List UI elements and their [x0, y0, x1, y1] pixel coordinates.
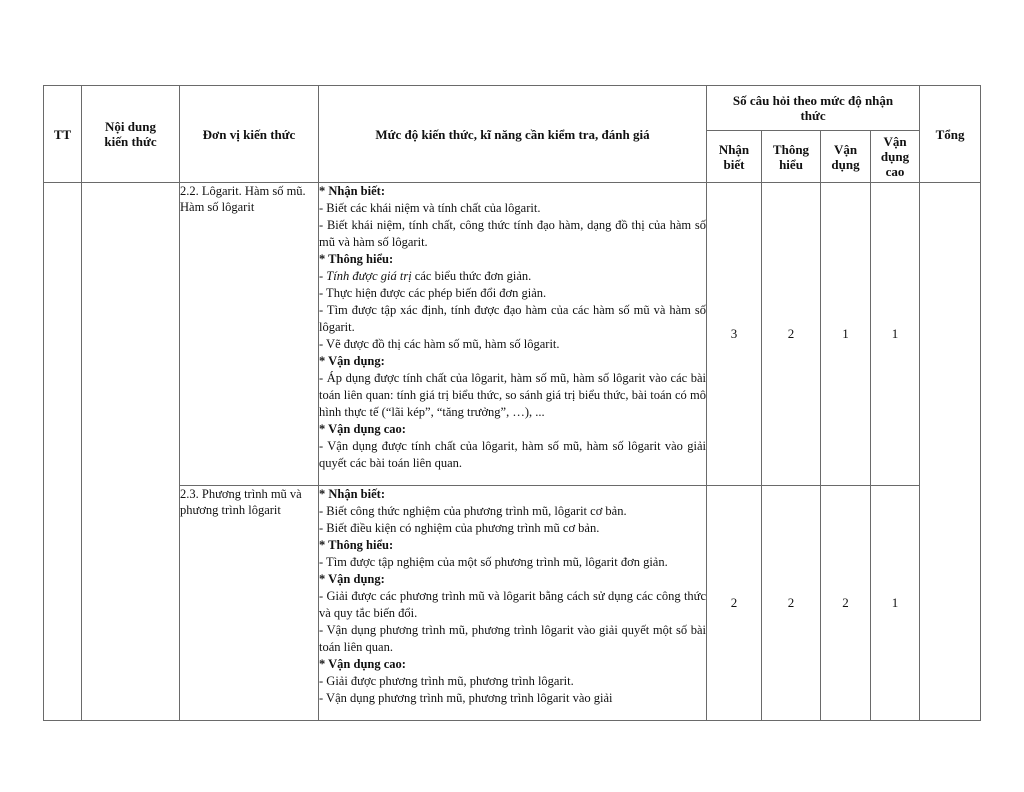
criterion-line: - Biết công thức nghiệm của phương trình mũ, lôgarit cơ bản. — [319, 504, 627, 518]
section-heading: * Thông hiểu: — [319, 252, 394, 266]
table-row — [44, 183, 981, 486]
header-van-dung-cao: Vận dụng cao — [871, 131, 920, 183]
criterion-line: - Vận dụng phương trình mũ, phương trình lôgarit vào giải — [319, 691, 613, 705]
level-description — [319, 486, 707, 721]
count-thong-hieu: 2 — [762, 183, 821, 486]
criterion-line: - Tính được giá trị các biểu thức đơn giản. — [319, 269, 532, 283]
knowledge-spec-table — [43, 85, 981, 721]
criterion-line: - Biết điều kiện có nghiệm của phương trình mũ cơ bản. — [319, 521, 600, 535]
count-nhan-biet: 3 — [707, 183, 762, 486]
criterion-line: - Giải được phương trình mũ, phương trình lôgarit. — [319, 674, 574, 688]
header-total: Tổng — [920, 86, 981, 183]
level-description — [319, 183, 707, 486]
total-cell — [920, 183, 981, 721]
table-row — [44, 486, 981, 721]
criterion-line: - Vận dụng được tính chất của lôgarit, hàm số mũ, hàm số lôgarit vào giải quyết các bài toán liên quan. — [319, 439, 706, 470]
count-nhan-biet: 2 — [707, 486, 762, 721]
section-heading: * Nhận biết: — [319, 184, 385, 198]
count-van-dung: 2 — [821, 486, 871, 721]
criterion-line: - Giải được các phương trình mũ và lôgarit bằng cách sử dụng các công thức và quy tắc biến đổi. — [319, 589, 706, 620]
content-cell — [82, 183, 180, 721]
header-question-count: Số câu hỏi theo mức độ nhận thức — [707, 86, 920, 131]
tt-cell — [44, 183, 82, 721]
header-thong-hieu: Thông hiểu — [762, 131, 821, 183]
section-heading: * Vận dụng cao: — [319, 422, 406, 436]
header-van-dung: Vận dụng — [821, 131, 871, 183]
section-heading: * Thông hiểu: — [319, 538, 394, 552]
count-van-dung: 1 — [821, 183, 871, 486]
count-van-dung-cao: 1 — [871, 486, 920, 721]
header-level: Mức độ kiến thức, kĩ năng cần kiểm tra, đánh giá — [319, 86, 707, 183]
count-van-dung-cao: 1 — [871, 183, 920, 486]
header-tt: TT — [44, 86, 82, 183]
criterion-line: - Vận dụng phương trình mũ, phương trình lôgarit vào giải quyết một số bài toán liên quan. — [319, 623, 706, 654]
criterion-line: - Tìm được tập xác định, tính được đạo hàm của các hàm số mũ và hàm số lôgarit. — [319, 303, 706, 334]
criterion-line: - Tìm được tập nghiệm của một số phương trình mũ, lôgarit đơn giản. — [319, 555, 668, 569]
unit-cell: 2.3. Phương trình mũ và phương trình lôgarit — [180, 486, 319, 721]
criterion-line: - Vẽ được đồ thị các hàm số mũ, hàm số lôgarit. — [319, 337, 560, 351]
criterion-line: - Thực hiện được các phép biến đổi đơn giản. — [319, 286, 547, 300]
criterion-line: - Áp dụng được tính chất của lôgarit, hàm số mũ, hàm số lôgarit vào các bài toán liên quan: tính giá trị biểu thức, so sánh giá trị biểu thức, bài toán có mô hình thực tế (“lãi kép”, “tăng trưởng”, …), ... — [319, 371, 706, 419]
unit-cell: 2.2. Lôgarit. Hàm số mũ. Hàm số lôgarit — [180, 183, 319, 486]
section-heading: * Nhận biết: — [319, 487, 385, 501]
italic-text: Tính được giá trị — [326, 269, 412, 283]
section-heading: * Vận dụng: — [319, 354, 385, 368]
count-thong-hieu: 2 — [762, 486, 821, 721]
section-heading: * Vận dụng cao: — [319, 657, 406, 671]
header-content: Nội dung kiến thức — [82, 86, 180, 183]
criterion-line: - Biết các khái niệm và tính chất của lôgarit. — [319, 201, 541, 215]
criterion-text: các biểu thức đơn giản. — [411, 269, 532, 283]
section-heading: * Vận dụng: — [319, 572, 385, 586]
header-unit: Đơn vị kiến thức — [180, 86, 319, 183]
criterion-line: - Biết khái niệm, tính chất, công thức tính đạo hàm, dạng đồ thị của hàm số mũ và hàm số lôgarit. — [319, 218, 706, 249]
header-nhan-biet: Nhận biết — [707, 131, 762, 183]
